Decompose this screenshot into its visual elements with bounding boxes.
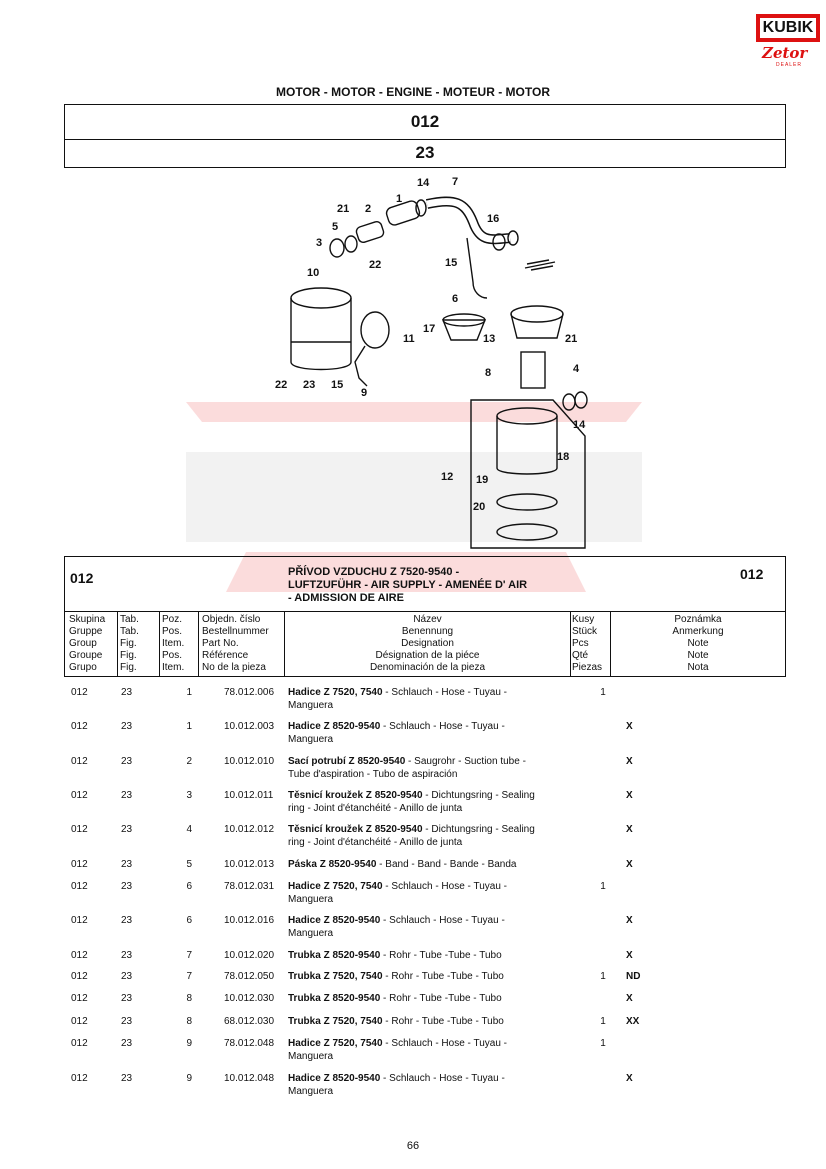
row-quantity: 1 — [600, 971, 606, 982]
seal-part-3 — [330, 239, 344, 257]
row-tab: 23 — [121, 881, 133, 892]
hose-part-9 — [355, 346, 367, 386]
row-designation — [288, 686, 570, 712]
svg-text:15: 15 — [445, 257, 458, 269]
row-designation-bold: Hadice Z 8520-9540 — [288, 1073, 381, 1084]
row-quantity: 1 — [600, 687, 606, 698]
logo-sub: Zetor — [762, 44, 808, 62]
row-designation-rest: - Schlauch - Hose - Tuyau - — [380, 915, 505, 926]
svg-text:4: 4 — [573, 363, 580, 375]
row-designation-rest: - Schlauch - Hose - Tuyau - — [382, 1038, 508, 1049]
svg-text:17: 17 — [423, 323, 436, 335]
col-poznamka: Poznámka Anmerkung Note Note Nota — [672, 614, 724, 673]
row-tab: 23 — [121, 971, 133, 982]
row-designation-rest: - Dichtungsring - Sealing — [422, 824, 535, 835]
row-group: 012 — [71, 881, 88, 892]
row-designation-line2: ring - Joint d'étanchéité - Anillo de junta — [288, 803, 463, 814]
kubik-zetor-logo — [756, 14, 818, 72]
group-code: 012 — [410, 112, 440, 131]
row-designation-rest: - Band - Band - Bande - Banda — [376, 859, 517, 870]
row-group: 012 — [71, 1016, 88, 1027]
row-note: X — [626, 993, 633, 1004]
row-tab: 23 — [121, 915, 133, 926]
svg-text:11: 11 — [403, 333, 415, 345]
row-part-number: 10.012.012 — [224, 824, 275, 835]
row-position: 8 — [186, 1016, 192, 1027]
svg-text:7: 7 — [452, 176, 459, 188]
svg-text:9: 9 — [361, 387, 368, 399]
row-part-number: 10.012.020 — [224, 950, 275, 961]
seal-part-19 — [497, 524, 557, 540]
row-designation — [288, 970, 570, 983]
row-designation-line2: Manguera — [288, 1051, 334, 1062]
svg-text:21: 21 — [337, 203, 350, 215]
row-designation-bold: Hadice Z 8520-9540 — [288, 721, 381, 732]
row-designation — [288, 992, 570, 1005]
row-part-number: 10.012.048 — [224, 1073, 275, 1084]
row-group: 012 — [71, 859, 88, 870]
row-designation-rest: - Rohr - Tube -Tube - Tubo — [380, 993, 502, 1004]
row-position: 8 — [186, 993, 192, 1004]
page-number: 66 — [406, 1140, 420, 1152]
row-part-number: 10.012.013 — [224, 859, 275, 870]
row-tab: 23 — [121, 721, 133, 732]
row-designation-bold: Trubka Z 8520-9540 — [288, 950, 381, 961]
row-part-number: 78.012.031 — [224, 881, 275, 892]
row-designation-bold: Těsnicí kroužek Z 8520-9540 — [288, 790, 423, 801]
row-quantity: 1 — [600, 1038, 606, 1049]
row-note: X — [626, 915, 633, 926]
row-designation-line2: Manguera — [288, 1086, 334, 1097]
col-nazev: Název Benennung Designation Désignation de la piéce Denominación de la pieza — [369, 614, 486, 673]
svg-text:15: 15 — [331, 379, 344, 391]
row-group: 012 — [71, 790, 88, 801]
row-tab: 23 — [121, 950, 133, 961]
row-position: 1 — [186, 687, 192, 698]
tube-part-8 — [521, 352, 545, 388]
row-tab: 23 — [121, 824, 133, 835]
svg-text:20: 20 — [473, 501, 486, 513]
logo-brand: KUBIK — [760, 18, 816, 38]
row-note: X — [626, 859, 633, 870]
row-designation-line2: Manguera — [288, 928, 334, 939]
row-position: 4 — [186, 824, 192, 835]
row-note: X — [626, 1073, 633, 1084]
col-kusy: Kusy Stück Pcs Qté Piezas — [572, 614, 603, 673]
row-part-number: 78.012.006 — [224, 687, 275, 698]
svg-text:8: 8 — [485, 367, 492, 379]
svg-text:16: 16 — [487, 213, 500, 225]
svg-text:10: 10 — [307, 267, 320, 279]
row-designation — [288, 1037, 570, 1063]
row-note: X — [626, 790, 633, 801]
row-designation-bold: Trubka Z 7520, 7540 — [288, 971, 383, 982]
svg-text:6: 6 — [452, 293, 459, 305]
row-position: 1 — [186, 721, 192, 732]
hose-part-6 — [467, 238, 487, 298]
row-designation — [288, 1015, 570, 1028]
row-note: X — [626, 721, 633, 732]
row-tab: 23 — [121, 859, 133, 870]
svg-text:1: 1 — [396, 193, 403, 205]
filter-top-part-10 — [291, 288, 351, 308]
row-group: 012 — [71, 993, 88, 1004]
group-code-box — [64, 104, 786, 140]
row-designation-rest: - Schlauch - Hose - Tuyau - — [382, 687, 508, 698]
row-group: 012 — [71, 756, 88, 767]
row-designation-rest: - Saugrohr - Suction tube - — [405, 756, 526, 767]
logo-sub2: DEALER — [776, 62, 803, 68]
precleaner-part-13 — [511, 306, 563, 322]
row-position: 7 — [186, 950, 192, 961]
row-position: 6 — [186, 881, 192, 892]
svg-text:18: 18 — [557, 451, 570, 463]
row-part-number: 10.012.030 — [224, 993, 275, 1004]
svg-text:14: 14 — [573, 419, 586, 431]
row-tab: 23 — [121, 1073, 133, 1084]
row-designation-line2: Manguera — [288, 700, 334, 711]
row-quantity: 1 — [600, 1016, 606, 1027]
row-tab: 23 — [121, 1038, 133, 1049]
row-designation — [288, 823, 570, 849]
row-designation-bold: Těsnicí kroužek Z 8520-9540 — [288, 824, 423, 835]
svg-text:22: 22 — [369, 259, 382, 271]
row-note: X — [626, 950, 633, 961]
row-group: 012 — [71, 950, 88, 961]
row-designation-rest: - Rohr - Tube -Tube - Tubo — [382, 971, 504, 982]
row-designation-bold: Páska Z 8520-9540 — [288, 859, 377, 870]
svg-text:2: 2 — [365, 203, 372, 215]
header-group-code-right: 012 — [740, 566, 764, 582]
row-part-number: 10.012.016 — [224, 915, 275, 926]
row-tab: 23 — [121, 790, 133, 801]
col-tab: Tab. Tab. Fig. Fig. Fig. — [120, 614, 139, 673]
diagram-labels — [275, 176, 586, 513]
row-tab: 23 — [121, 993, 133, 1004]
row-tab: 23 — [121, 687, 133, 698]
row-part-number: 78.012.050 — [224, 971, 275, 982]
header-group-code: 012 — [70, 570, 94, 586]
row-designation-bold: Trubka Z 8520-9540 — [288, 993, 381, 1004]
row-designation-line2: Manguera — [288, 734, 334, 745]
row-designation-bold: Sací potrubí Z 8520-9540 — [288, 756, 406, 767]
row-position: 9 — [186, 1073, 192, 1084]
row-part-number: 10.012.003 — [224, 721, 275, 732]
row-note: X — [626, 756, 633, 767]
svg-text:22: 22 — [275, 379, 288, 391]
row-part-number: 78.012.048 — [224, 1038, 275, 1049]
row-designation — [288, 1072, 570, 1098]
row-group: 012 — [71, 915, 88, 926]
row-designation-line2: Manguera — [288, 894, 334, 905]
row-position: 9 — [186, 1038, 192, 1049]
row-designation-rest: - Schlauch - Hose - Tuyau - — [382, 881, 508, 892]
row-designation-rest: - Dichtungsring - Sealing — [422, 790, 535, 801]
row-position: 6 — [186, 915, 192, 926]
bowl-part-17 — [443, 320, 485, 340]
svg-text:21: 21 — [565, 333, 578, 345]
row-designation-line2: Tube d'aspiration - Tubo de aspiración — [288, 769, 458, 780]
row-group: 012 — [71, 824, 88, 835]
row-designation-line2: ring - Joint d'étanchéité - Anillo de junta — [288, 837, 463, 848]
row-note: X — [626, 824, 633, 835]
section-title: MOTOR - MOTOR - ENGINE - MOTEUR - MOTOR — [276, 85, 550, 99]
row-designation-bold: Hadice Z 7520, 7540 — [288, 881, 383, 892]
svg-text:13: 13 — [483, 333, 496, 345]
row-designation — [288, 755, 570, 781]
row-group: 012 — [71, 721, 88, 732]
row-designation-bold: Trubka Z 7520, 7540 — [288, 1016, 383, 1027]
row-designation — [288, 949, 570, 962]
row-designation — [288, 914, 570, 940]
row-designation-rest: - Rohr - Tube -Tube - Tubo — [382, 1016, 504, 1027]
row-designation — [288, 789, 570, 815]
row-group: 012 — [71, 687, 88, 698]
insert-part-20 — [497, 494, 557, 510]
row-designation — [288, 858, 570, 871]
col-poz: Poz. Pos. Item. Pos. Item. — [162, 614, 185, 673]
row-group: 012 — [71, 1073, 88, 1084]
row-quantity: 1 — [600, 881, 606, 892]
row-part-number: 10.012.010 — [224, 756, 275, 767]
row-designation — [288, 720, 570, 746]
cyclone-part-11 — [361, 312, 389, 348]
row-position: 2 — [186, 756, 192, 767]
row-note: XX — [626, 1016, 640, 1027]
row-group: 012 — [71, 971, 88, 982]
row-part-number: 68.012.030 — [224, 1016, 275, 1027]
table-code: 23 — [415, 143, 435, 162]
row-designation-bold: Hadice Z 7520, 7540 — [288, 1038, 383, 1049]
suction-tube-part-2 — [355, 220, 385, 243]
col-skupina: Skupina Gruppe Group Groupe Grupo — [69, 614, 106, 673]
row-position: 5 — [186, 859, 192, 870]
row-group: 012 — [71, 1038, 88, 1049]
row-tab: 23 — [121, 756, 133, 767]
svg-text:19: 19 — [476, 474, 489, 486]
row-designation-bold: Hadice Z 8520-9540 — [288, 915, 381, 926]
svg-text:14: 14 — [417, 177, 430, 189]
svg-text:5: 5 — [332, 221, 339, 233]
row-tab: 23 — [121, 1016, 133, 1027]
row-designation-bold: Hadice Z 7520, 7540 — [288, 687, 383, 698]
col-objedn: Objedn. číslo Bestellnummer Part No. Référence No de la pieza — [202, 614, 269, 673]
row-designation — [288, 880, 570, 906]
header-title: PŘÍVOD VZDUCHU Z 7520-9540 - LUFTZUFÜHR - AIR SUPPLY - AMENÉE D' AIR - ADMISSION DE AIRE — [288, 566, 528, 604]
row-position: 3 — [186, 790, 192, 801]
row-designation-rest: - Rohr - Tube -Tube - Tubo — [380, 950, 502, 961]
row-position: 7 — [186, 971, 192, 982]
svg-text:23: 23 — [303, 379, 316, 391]
row-part-number: 10.012.011 — [224, 790, 274, 801]
svg-text:3: 3 — [316, 237, 323, 249]
exploded-parts-diagram — [255, 172, 610, 552]
hose-part-1 — [385, 199, 421, 226]
table-code-box — [64, 139, 786, 168]
band-part-5 — [345, 236, 357, 252]
filter-part-12 — [497, 408, 557, 424]
row-note: ND — [626, 971, 641, 982]
row-designation-rest: - Schlauch - Hose - Tuyau - — [380, 721, 505, 732]
svg-text:12: 12 — [441, 471, 454, 483]
row-designation-rest: - Schlauch - Hose - Tuyau - — [380, 1073, 505, 1084]
